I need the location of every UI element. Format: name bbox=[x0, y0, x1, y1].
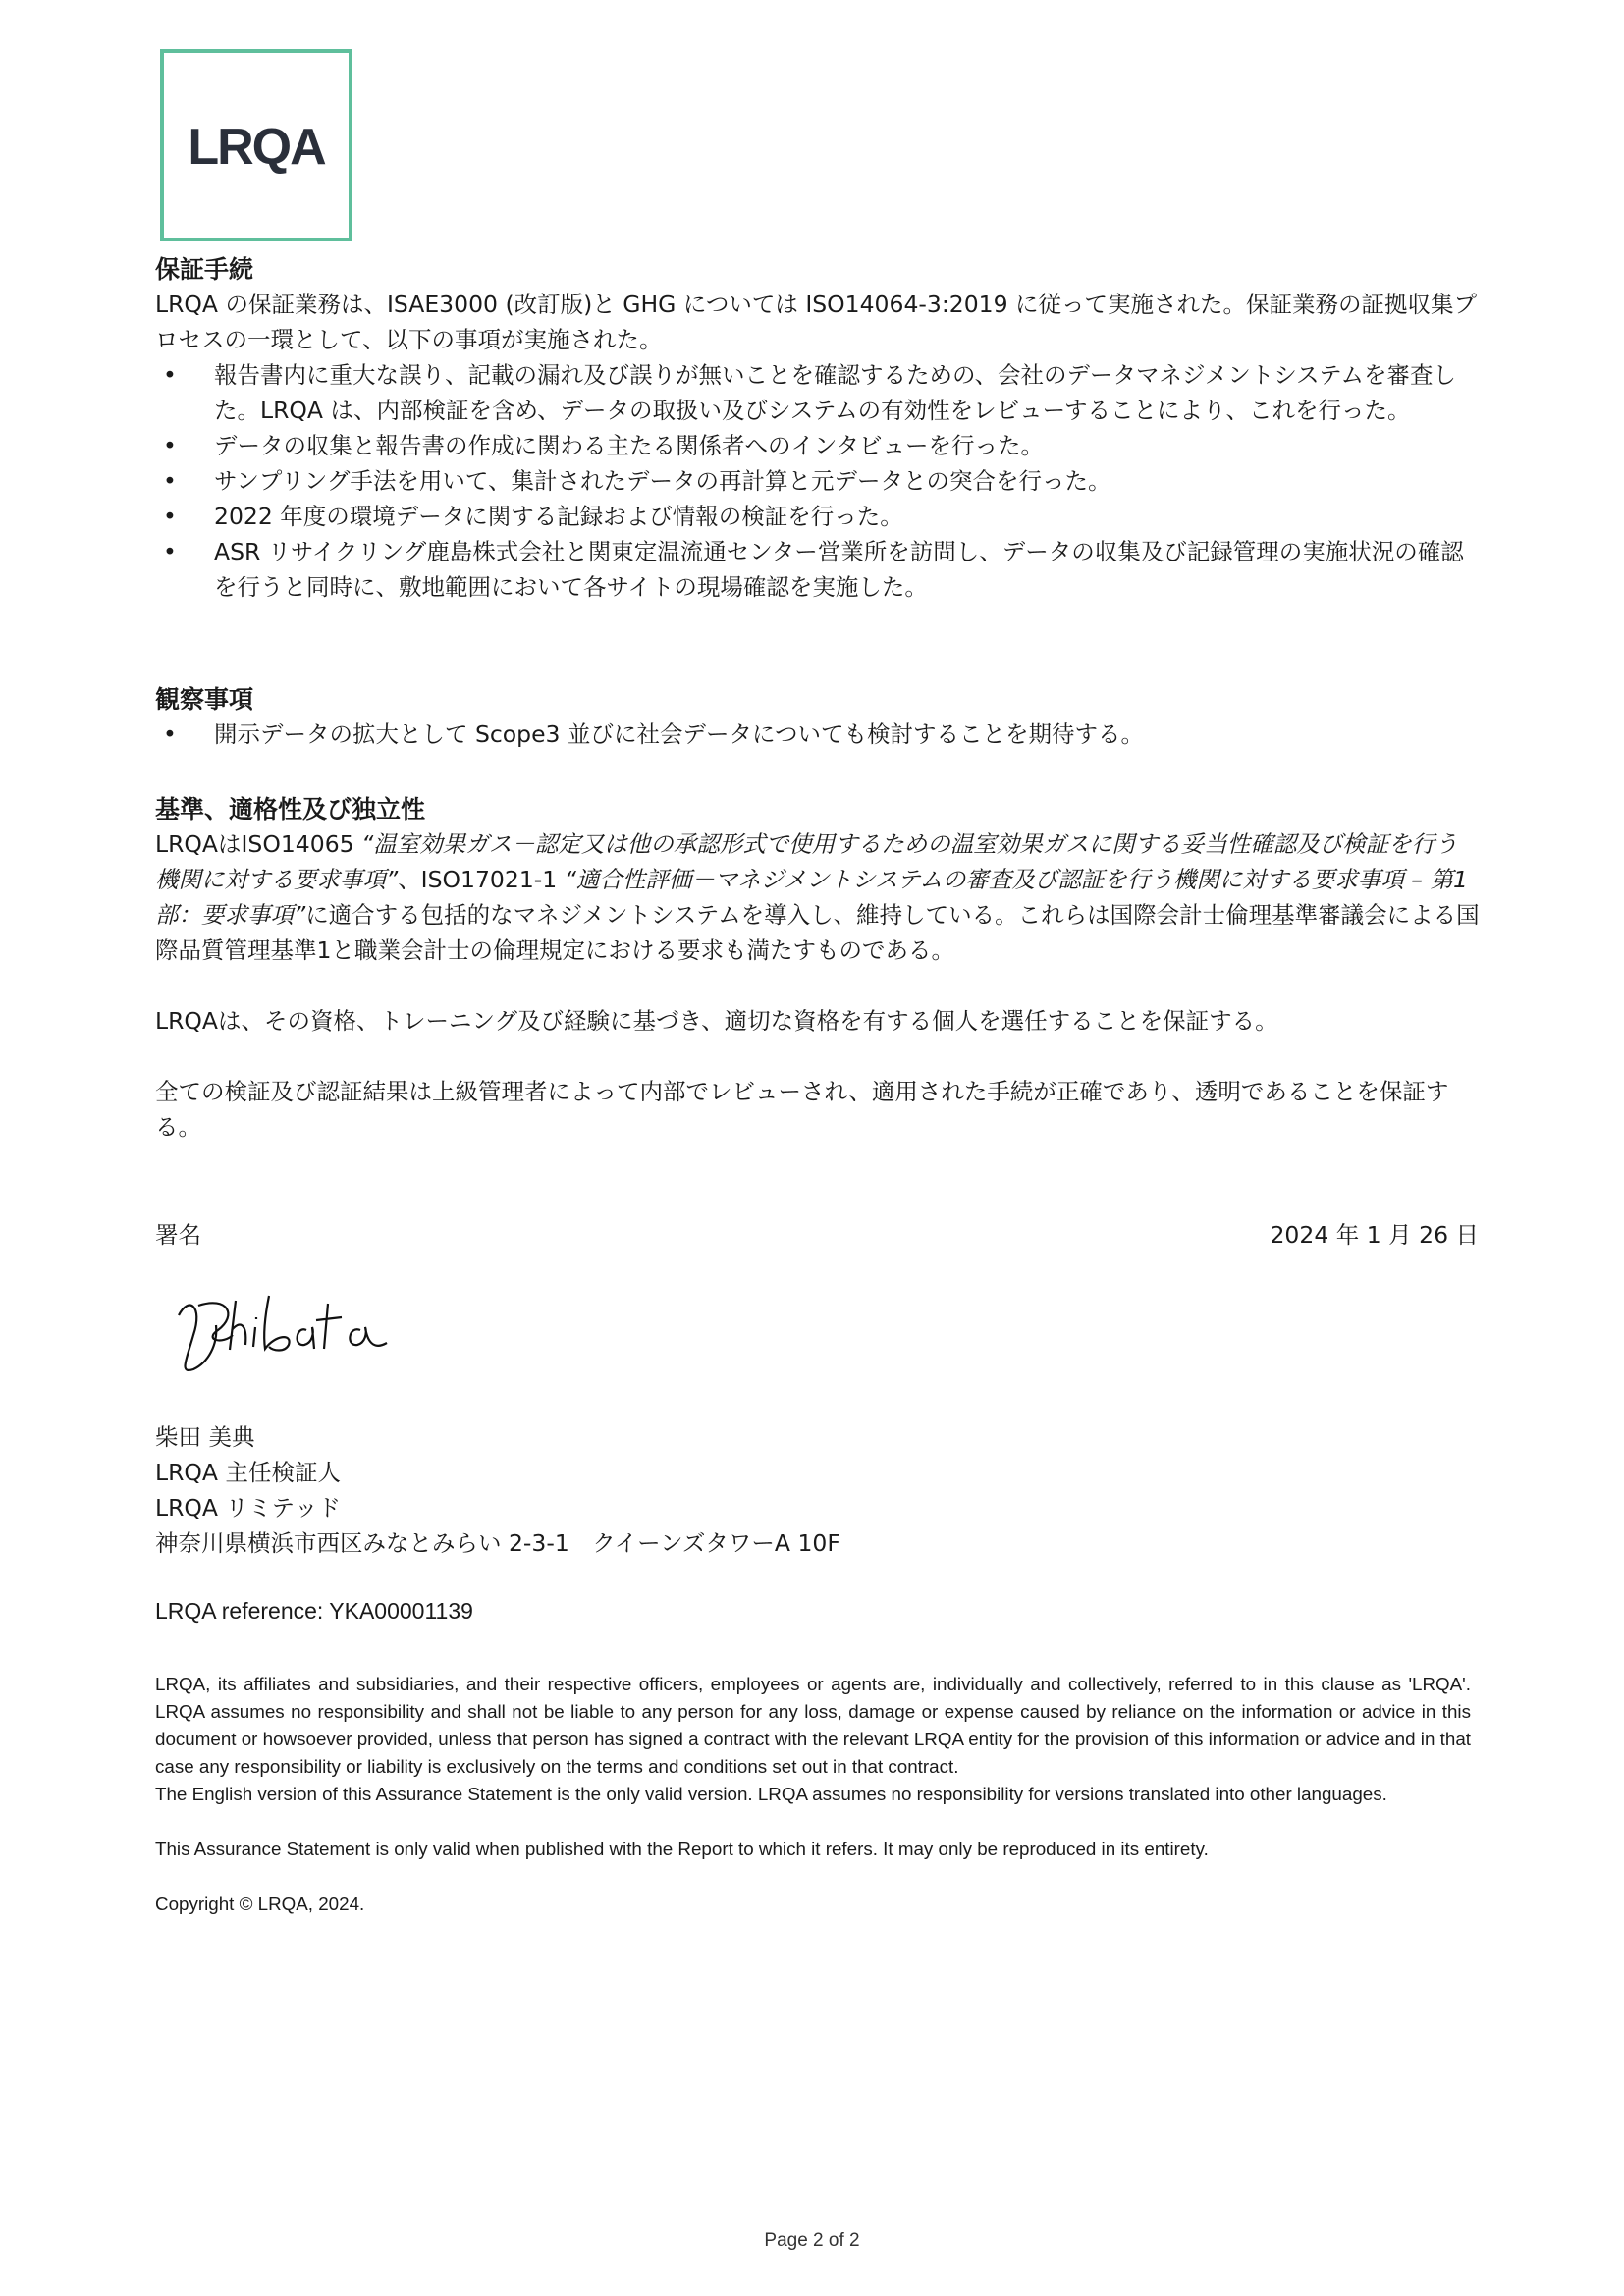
standards-paragraph-3: 全ての検証及び認証結果は上級管理者によって内部でレビューされ、適用された手続が正確であり、透明であることを保証する。 bbox=[155, 1078, 1449, 1141]
lrqa-logo bbox=[160, 49, 352, 241]
list-item: • サンプリング手法を用いて、集計されたデータの再計算と元データとの突合を行った。 bbox=[155, 463, 1481, 499]
page-number: Page 2 of 2 bbox=[764, 2230, 860, 2251]
procedures-list bbox=[155, 357, 1481, 605]
observations-list bbox=[155, 717, 1481, 752]
list-item: • データの収集と報告書の作成に関わる主たる関係者へのインタビューを行った。 bbox=[155, 428, 1481, 463]
handwritten-signature bbox=[159, 1276, 405, 1394]
signer-company: LRQA リミテッド bbox=[155, 1494, 341, 1522]
list-item: • 報告書内に重大な誤り、記載の漏れ及び誤りが無いことを確認するための、会社のデータマネジメントシステムを審査した。LRQA は、内部検証を含め、データの取扱い及びシステムの有効性をレビューすることにより、これを行った。 bbox=[155, 357, 1481, 428]
signature-label: 署名 bbox=[155, 1221, 201, 1249]
observations-heading: 観察事項 bbox=[155, 685, 254, 714]
list-item: • 2022 年度の環境データに関する記録および情報の検証を行った。 bbox=[155, 499, 1481, 534]
signer-title: LRQA 主任検証人 bbox=[155, 1459, 341, 1486]
signature-date: 2024 年 1 月 26 日 bbox=[1270, 1221, 1479, 1249]
signer-address: 神奈川県横浜市西区みなとみらい 2-3-1 クイーンズタワーA 10F bbox=[155, 1529, 840, 1557]
signer-name: 柴田 美典 bbox=[155, 1423, 255, 1451]
procedures-intro: LRQA の保証業務は、ISAE3000 (改訂版)と GHG については ISO14064-3:2019 に従って実施された。保証業務の証拠収集プロセスの一環として、以下の事項が実施された。 bbox=[155, 291, 1478, 353]
signature-row bbox=[155, 1217, 1479, 1253]
disclaimer-language: The English version of this Assurance Statement is the only valid version. LRQA assumes no responsibility for versions translated into other languages. bbox=[155, 1784, 1387, 1804]
standards-paragraph-2: LRQAは、その資格、トレーニング及び経験に基づき、適切な資格を有する個人を選任することを保証する。 bbox=[155, 1007, 1278, 1035]
list-item: • 開示データの拡大として Scope3 並びに社会データについても検討することを期待する。 bbox=[155, 717, 1481, 752]
disclaimer-liability: LRQA, its affiliates and subsidiaries, and their respective officers, employees or agents are, individually and collectively, referred to in this clause as 'LRQA'. LRQA assumes no responsibility and shall not be liable to any person for any loss, damage or expense caused by reliance on the information or advice in this document or howsoever provided, unless that person has signed a contract with the relevant LRQA entity for the provision of this information or advice and in that case any responsibility or liability is exclusively on the terms and conditions set out in that contract. bbox=[155, 1674, 1471, 1777]
standards-heading: 基準、適格性及び独立性 bbox=[155, 795, 426, 824]
logo-wordmark: LRQA bbox=[188, 119, 325, 176]
procedures-heading: 保証手続 bbox=[155, 255, 254, 284]
standards-section bbox=[155, 793, 1481, 1145]
list-item: • ASR リサイクリング鹿島株式会社と関東定温流通センター営業所を訪問し、データの収集及び記録管理の実施状況の確認を行うと同時に、敷地範囲において各サイトの現場確認を実施した。 bbox=[155, 534, 1481, 605]
lrqa-reference: LRQA reference: YKA00001139 bbox=[155, 1598, 473, 1624]
copyright: Copyright © LRQA, 2024. bbox=[155, 1894, 365, 1914]
standards-paragraph-1: LRQAはISO14065 “温室効果ガス－認定又は他の承認形式で使用するための温室効果ガスに関する妥当性確認及び検証を行う機関に対する要求事項”、ISO17021-1 “適合性評価－マネジメントシステムの審査及び認証を行う機関に対する要求事項 – 第1部：要求事項”に適合する包括的なマネジメントシステムを導入し、維持している。これらは国際会計士倫理基準審議会による国際品質管理基準1と職業会計士の倫理規定における要求も満たすものである。 bbox=[155, 830, 1480, 964]
signer-details bbox=[155, 1419, 840, 1561]
disclaimer-validity: This Assurance Statement is only valid when published with the Report to which it refers. It may only be reproduced in its entirety. bbox=[155, 1839, 1209, 1859]
disclaimer bbox=[155, 1671, 1471, 1918]
observations-section bbox=[155, 683, 1481, 752]
procedures-section bbox=[155, 253, 1481, 605]
